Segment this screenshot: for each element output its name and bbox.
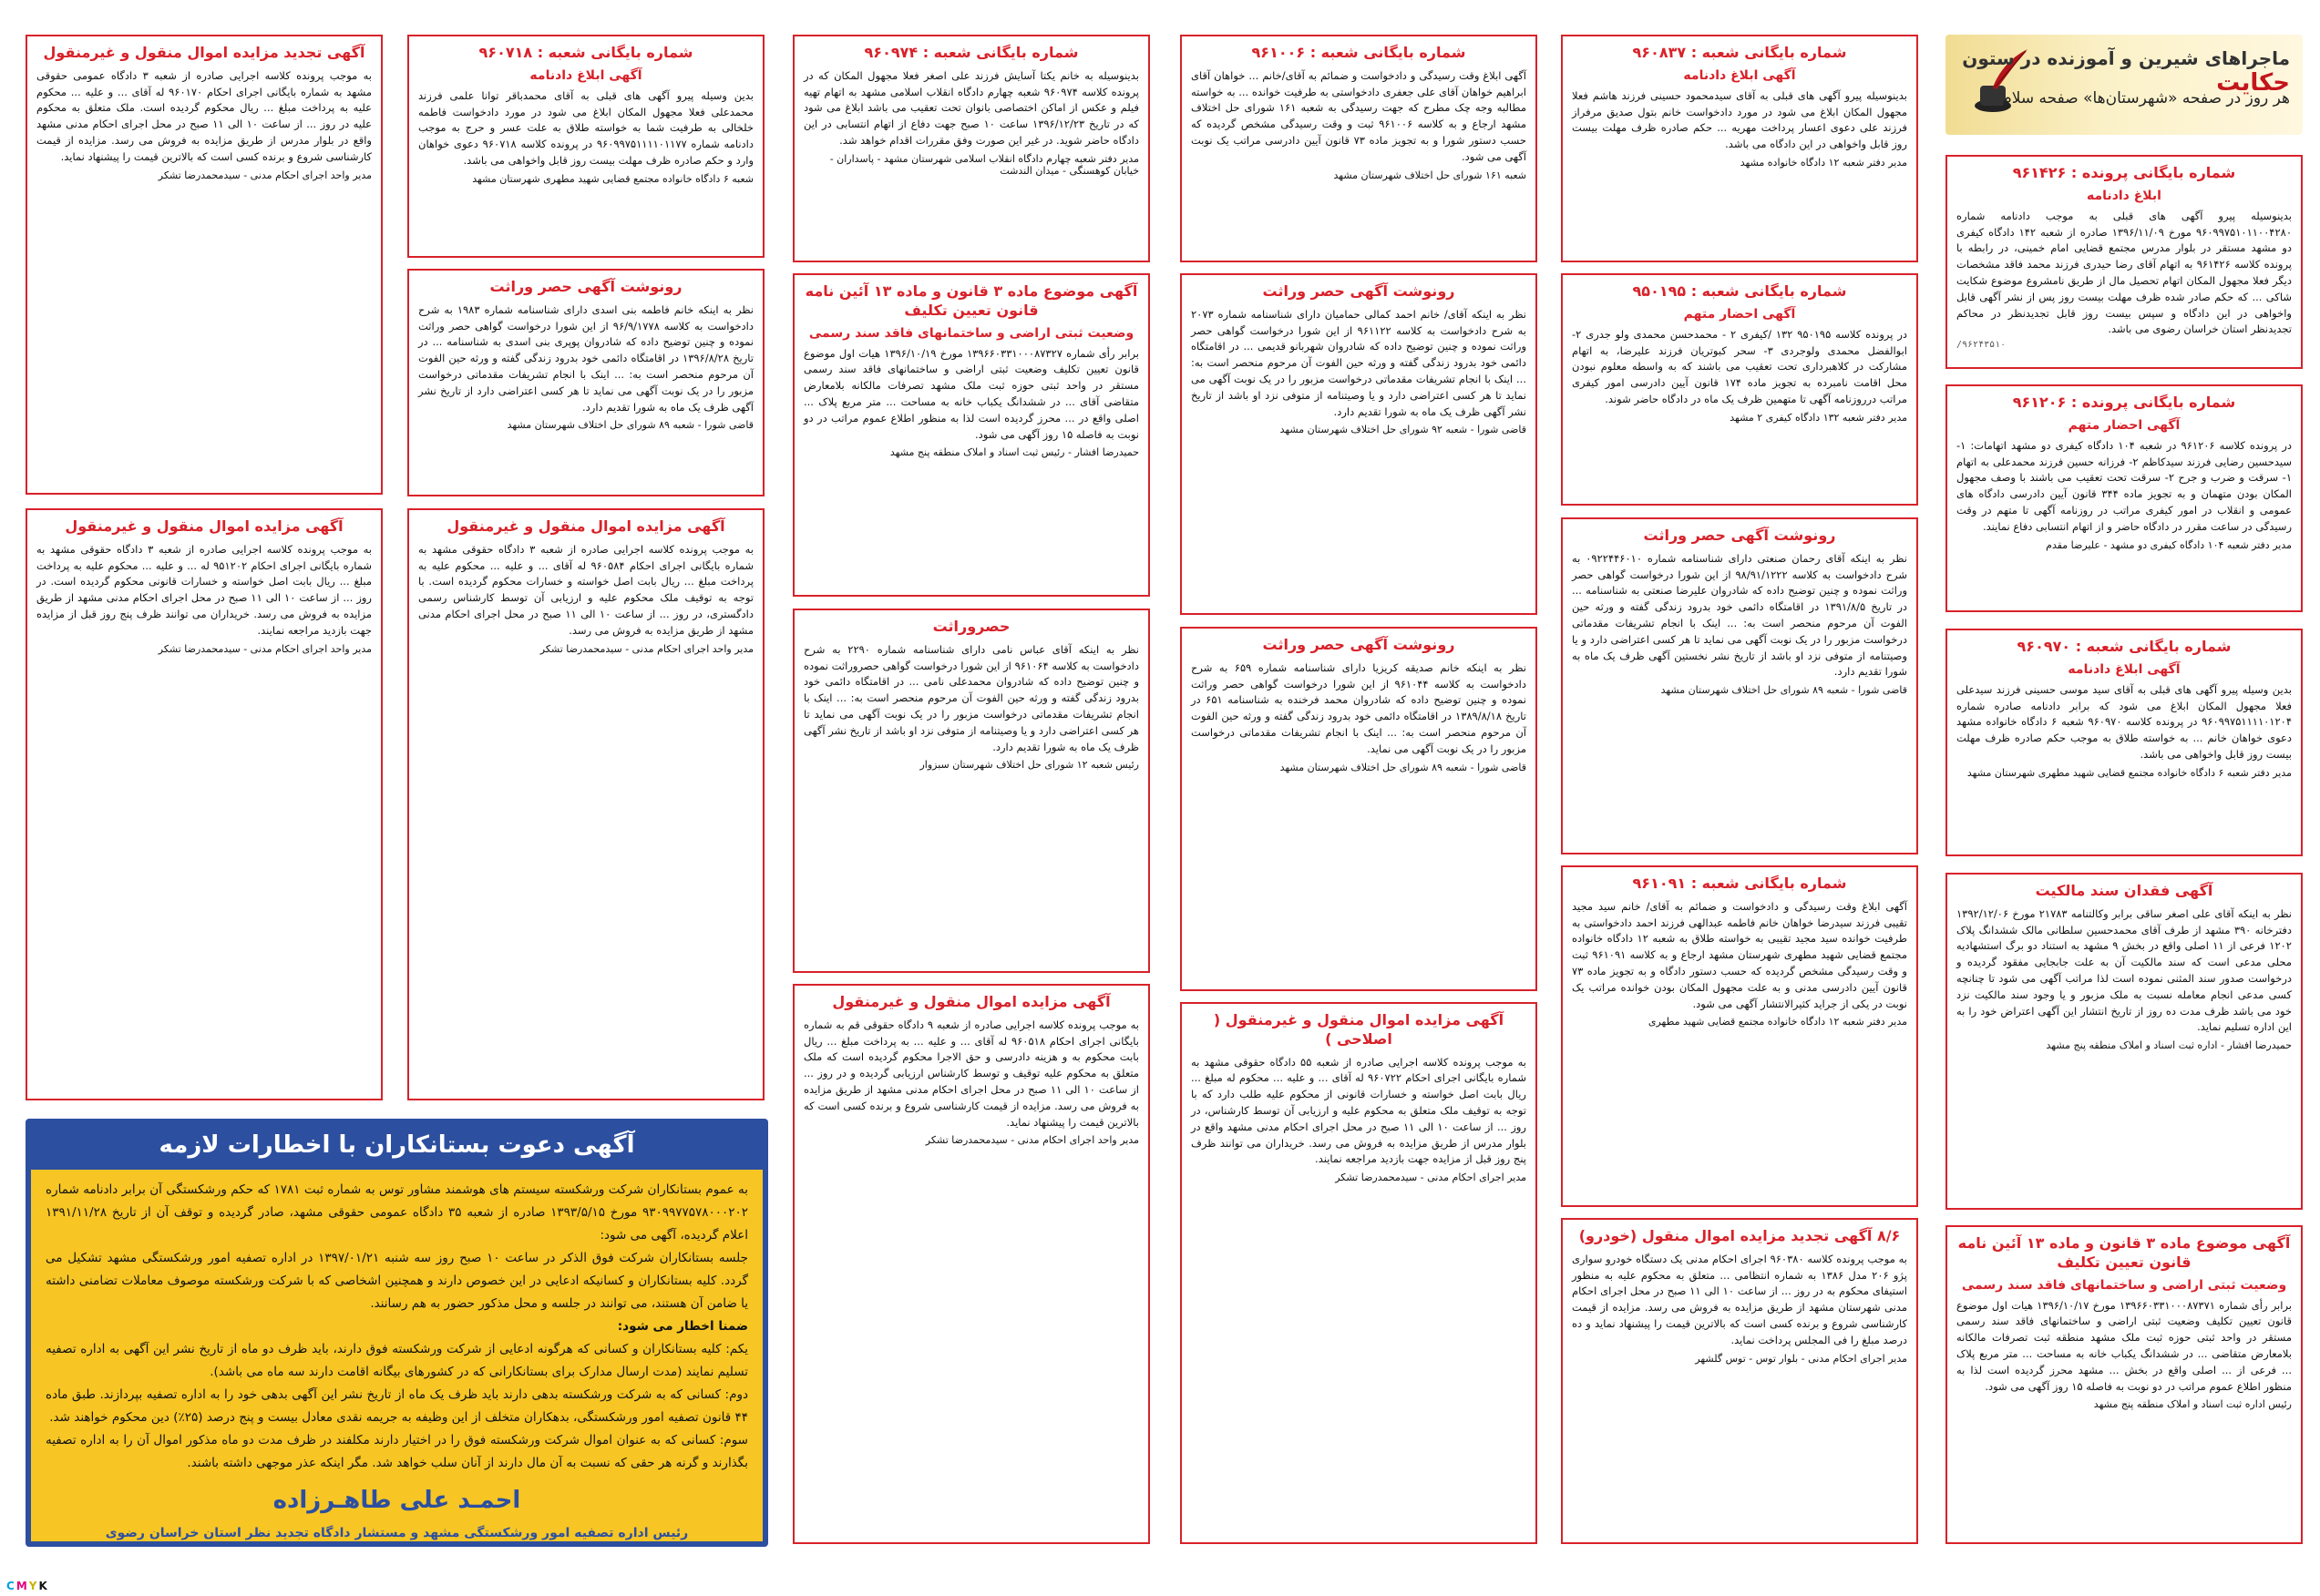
ad-subtitle: آگهی احضار متهم (1683, 306, 1796, 322)
ad-body: نظر به اینکه آقای/ خانم احمد کمالی حمامیان دارای شناسنامه شماره ۲۰۷۳ به شرح دادخواست به کلاسه ۹۶۱۱۲۲ از این شورا درخواست گواهی حصر وراثت نموده و چنین توضیح داده که شادروان شهربانو قدیمی ... در اقامتگاه دائمی خود بدرود زندگی گفته و ورثه حین الفوت آن مرحوم منحصر است به: ... اینک با انجام تشریفات مقدماتی درخواست مزبور را در یک نوبت آگهی می نماید تا هر کسی اعتراضی دارد و یا وصیتنامه از متوفی نزد او باشد از تاریخ نشر آگهی ظرف یک ماه به شورا تقدیم دارد. (1191, 307, 1526, 418)
ad-body: به موجب پرونده کلاسه اجرایی صادره از شعبه ۳ دادگاه عمومی حقوقی مشهد به شماره بایگانی اجرای احکام ۹۶۰۱۷۰ له آقای ... و علیه ... محکوم علیه به پرداخت مبلغ ... ریال محکوم گردیده است. ملک متعلق به محکوم علیه در روز ... از ساعت ۱۰ الی ۱۱ صبح در محل اجرای احکام مدنی مشهد واقع در بلوار مدرس از طریق مزایده به فروش می رسد. مزایده از قیمت کارشناسی شروع و برنده کسی است که بالاترین قیمت را پیشنهاد نماید. (36, 68, 372, 163)
ad-c1d (1945, 873, 2303, 1210)
ad-title: شماره بایگانی پرونده : ۹۶۱۲۰۶ (2012, 394, 2236, 411)
ad-body: در پرونده کلاسه ۹۶۱۲۰۶ در شعبه ۱۰۴ دادگاه کیفری دو مشهد اتهامات: ۱- سیدحسین رضایی فرزند سیدکاظم ۲- فرزانه حسین فرزند محمدعلی به اتهام ۱- سرقت و ضرب و جرح ۲- سرقت تحت تعقیب می باشند با وصف مجهول المکان بودن متهمان و به تجویز ماده ۳۴۴ قانون آیین دادرسی دادگاه های عمومی و انقلاب در امور کیفری مراتب در روزنامه آگهی تا متهم در وقت رسیدگی در ساعت مقرر در دادگاه حاضر و از اتهام انتسابی دفاع نمایند. (1956, 438, 2293, 533)
ad-title: شماره بایگانی شعبه : ۹۶۱۰۹۱ (1632, 875, 1847, 892)
ad-footer: مدیر دفتر شعبه ۱۲ دادگاه خانواده مجتمع قضایی شهید مطهری (1648, 1016, 1907, 1028)
ad-title: رونوشت آگهی حصر وراثت (1262, 636, 1455, 653)
cmyk-k: K (38, 1580, 47, 1592)
hekayat-banner (1945, 35, 2303, 135)
ad-title: شماره بایگانی شعبه : ۹۶۰۷۱۸ (478, 44, 693, 61)
ad-title: شماره بایگانی شعبه : ۹۶۰۹۷۰ (2017, 638, 2232, 655)
ad-c2c (1561, 517, 1918, 854)
notice-paragraph: یکم: کلیه بستانکاران و کسانی که هرگونه ادعایی از شرکت ورشکسته فوق دارند، باید ظرف دو ماه از تاریخ نشر این آگهی به اداره تصفیه تسلیم نمایند (مدت ارسال مدارک برای بستانکارانی که در کشورهای بیگانه اقامت دارند سه ماه می باشد). (46, 1341, 748, 1379)
ad-body: به موجب پرونده کلاسه اجرایی صادره از شعبه ۳ دادگاه حقوقی مشهد به شماره بایگانی اجرای احکام ۹۶۰۵۸۴ له آقای ... و علیه ... محکوم علیه به پرداخت مبلغ ... ریال بابت اصل خواسته و خسارات محکوم گردیده است. با توجه به توقیف ملک محکوم علیه و ارزیابی آن توسط کارشناس رسمی دادگستری، در روز ... از ساعت ۱۰ الی ۱۱ صبح در محل اجرای احکام مدنی مشهد از طریق مزایده به فروش می رسد. (418, 542, 755, 637)
ad-body: به موجب پرونده کلاسه اجرایی صادره از شعبه ۵۵ دادگاه حقوقی مشهد به شماره بایگانی اجرای احکام ۹۶۰۷۲۲ له آقای ... و علیه ... محکوم له مبلغ ... ریال بابت اصل خواسته و خسارات قانونی از محکوم علیه طلب دارد که با توجه به توقیف ملک متعلق به محکوم علیه و ارزیابی آن توسط کارشناس، در روز ... از ساعت ۱۰ الی ۱۱ صبح در محل اجرای احکام مدنی مشهد واقع در بلوار مدرس از طریق مزایده به فروش می رسد. خریداران می توانند ظرف پنج روز قبل از مزایده جهت بازدید مراجعه نمایند. (1191, 1055, 1526, 1166)
ad-title: حصروراثت (932, 618, 1011, 635)
notice-paragraph: دوم: کسانی که به شرکت ورشکسته بدهی دارند باید ظرف یک ماه از تاریخ نشر این آگهی بدهی خود را به اداره تصفیه بپردازند. طبق ماده ۴۴ قانون تصفیه امور ورشکستگی، بدهکاران متخلف از این وظیفه به جریمه نقدی معادل بیست و پنج درصد (۲۵٪) دین محکوم خواهند شد. (46, 1386, 748, 1425)
ad-subtitle: آگهی ابلاغ دادنامه (2068, 661, 2181, 677)
ad-body: برابر رأی شماره ۱۳۹۶۶۰۳۳۱۰۰۰۸۷۳۲۷ مورخ ۱۳۹۶/۱۰/۱۹ هیات اول موضوع قانون تعیین تکلیف وضعیت ثبتی اراضی و ساختمانهای فاقد سند رسمی مستقر در واحد ثبتی حوزه ثبت ملک مشهد تصرفات مالکانه بلامعارض متقاضی آقای ... در ششدانگ یکباب خانه به مساحت ... متر مربع پلاک ... اصلی واقع در ... محرز گردیده است لذا به منظور اطلاع عموم مراتب در دو نوبت به فاصله ۱۵ روز آگهی می شود. (804, 346, 1140, 441)
ad-footer: رئیس اداره ثبت اسناد و املاک منطقه پنج مشهد (2093, 1398, 2292, 1411)
ad-body: برابر رأی شماره ۱۳۹۶۶۰۳۳۱۰۰۰۸۷۳۷۱ مورخ ۱۳۹۶/۱۰/۱۷ هیات اول موضوع قانون تعیین تکلیف وضعیت ثبتی اراضی و ساختمانهای فاقد سند رسمی مستقر در واحد ثبتی حوزه ثبت ملک مشهد منطقه ثبت تصرفات مالکانه بلامعارض متقاضی ... در ششدانگ یکباب خانه به مساحت ... متر مربع پلاک ... فرعی از ... اصلی واقع در بخش ... مشهد محرز گردیده است لذا به منظور اطلاع عموم مراتب در دو نوبت به فاصله ۱۵ روز آگهی می شود. (1956, 1298, 2293, 1393)
notice-paragraph: به عموم بستانکاران شرکت ورشکسته سیستم های هوشمند مشاور توس به شماره ثبت ۱۷۸۱ که حکم ورشکستگی آن برابر دادنامه شماره ۹۳۰۹۹۷۷۵۷۸۰۰۰۲۰۲ مورخ ۱۳۹۳/۵/۱۵ صادره از شعبه ۳۵ دادگاه عمومی حقوقی مشهد، صادر گردیده و توقف آن از تاریخ ۱۳۹۱/۱۱/۲۸ اعلام گردیده، آگهی می شود: (46, 1182, 748, 1243)
ad-title: آگهی مزایده اموال منقول و غیرمنقول (447, 517, 725, 535)
ad-title: شماره بایگانی شعبه : ۹۵۰۱۹۵ (1632, 282, 1847, 300)
ad-c4a (793, 35, 1150, 262)
ad-footer: مدیر اجرای احکام مدنی - بلوار توس - توس گلشهر (1695, 1352, 1907, 1365)
ad-c5b (407, 269, 765, 496)
ad-c3b (1180, 273, 1537, 615)
ad-footer: مدیر اجرای احکام مدنی - سیدمحمدرضا تشکر (1335, 1171, 1526, 1184)
ad-title: آگهی موضوع ماده ۳ قانون و ماده ۱۳ آئین نامه قانون تعیین تکلیف (1957, 1234, 2291, 1271)
ad-c4c (793, 609, 1150, 973)
ad-c3d (1180, 1002, 1537, 1544)
ad-c5c (407, 508, 765, 1100)
ad-footer: قاضی شورا - شعبه ۸۹ شورای حل اختلاف شهرستان مشهد (507, 419, 754, 432)
notice-body (31, 1170, 763, 1555)
ad-title: شماره بایگانی شعبه : ۹۶۰۹۷۴ (864, 44, 1079, 61)
ad-subtitle: ابلاغ دادنامه (2087, 188, 2161, 203)
ad-c3c (1180, 627, 1537, 991)
ad-footer: مدیر دفتر شعبه ۱۳۲ دادگاه کیفری ۲ مشهد (1730, 411, 1907, 424)
ad-title: شماره بایگانی شعبه : ۹۶۰۸۳۷ (1632, 44, 1847, 61)
ad-body: نظر به اینکه خانم صدیقه کریزیا دارای شناسنامه شماره ۶۵۹ به شرح دادخواست به کلاسه ۹۶۱۰۴۴ از این شورا درخواست گواهی حصر وراثت نموده و چنین توضیح داده که شادروان محمد فرخنده به شناسنامه ۶۵۱ در تاریخ ۱۳۸۹/۸/۱۸ در اقامتگاه دائمی خود بدرود زندگی گفته و ورثه حین الفوت آن مرحوم منحصر است به: ... اینک با انجام تشریفات مقدماتی درخواست مزبور را در یک نوبت آگهی می نماید. (1191, 660, 1526, 755)
ad-title: آگهی تجدید مزایده اموال منقول و غیرمنقول (43, 44, 365, 61)
ad-c6a (26, 35, 383, 495)
ad-footer: مدیر واحد اجرای احکام مدنی - سیدمحمدرضا تشکر (158, 169, 372, 181)
cmyk-marks (5, 1580, 48, 1592)
ad-footer: شعبه ۶ دادگاه خانواده مجتمع قضایی شهید مطهری شهرستان مشهد (472, 172, 754, 185)
ad-subtitle: آگهی احضار متهم (2068, 417, 2181, 433)
ad-footer: رئیس شعبه ۱۲ شورای حل اختلاف شهرستان سبزوار (919, 759, 1139, 772)
ad-subtitle: وضعیت ثبتی اراضی و ساختمانهای فاقد سند رسمی (1961, 1277, 2287, 1293)
ad-title: آگهی فقدان سند مالکیت (2035, 882, 2213, 899)
ad-c4d (793, 984, 1150, 1544)
ad-footer: حمیدرضا افشار - رئیس ثبت اسناد و املاک منطقه پنج مشهد (889, 446, 1139, 459)
ad-c5a (407, 35, 765, 258)
ad-c6b (26, 508, 383, 1100)
ad-body: به موجب پرونده کلاسه اجرایی صادره از شعبه ۹ دادگاه حقوقی قم به شماره بایگانی اجرای احکام ۹۶۰۵۱۸ له آقای ... و علیه ... به پرداخت مبلغ ... ریال بابت محکوم به و هزینه دادرسی و حق الاجرا محکوم گردیده است که ملک متعلق به محکوم علیه توقیف و توسط کارشناس ارزیابی گردیده و در روز ... از ساعت ۱۰ الی ۱۱ صبح در محل اجرای احکام مدنی مشهد از طریق مزایده به فروش می رسد. مزایده از قیمت کارشناسی شروع و برنده کسی است که بالاترین قیمت را پیشنهاد نماید. (804, 1018, 1140, 1129)
ad-title: شماره بایگانی شعبه : ۹۶۱۰۰۶ (1251, 44, 1466, 61)
ad-footer: شعبه ۱۶۱ شورای حل اختلاف شهرستان مشهد (1333, 169, 1526, 181)
notice-paragraph: جلسه بستانکاران شرکت فوق الذکر در ساعت ۱۰ صبح روز سه شنبه ۱۳۹۷/۰۱/۲۱ در اداره تصفیه امور ورشکستگی مشهد تشکیل می گردد. کلیه بستانکاران و کسانیکه ادعایی در این خصوص دارند و همچنین اشخاصی که با شرکت ورشکسته موصوف معاملات تضامنی داشته یا ضامن آن هستند، می توانند در جلسه و محل مذکور حضور به هم رسانند. (46, 1250, 748, 1311)
ad-title: آگهی مزایده اموال منقول و غیرمنقول ( اصلاحی ) (1213, 1011, 1504, 1048)
cmyk-y: Y (28, 1580, 37, 1592)
ad-title: رونوشت آگهی حصر وراثت (1643, 527, 1836, 544)
ad-footer: قاضی شورا - شعبه ۹۲ شورای حل اختلاف شهرستان مشهد (1279, 424, 1526, 436)
ad-title: ۸/۶ آگهی تجدید مزایده اموال منقول (خودرو) (1578, 1227, 1901, 1244)
ad-body: بدینوسیله پیرو آگهی های قبلی به آقای سیدمحمود حسینی فرزند هاشم فعلا مجهول المکان ابلاغ می شود در مورد دادخواست خانم بتول صدیق مرفراز فرزند علی دعوی اعسار پرداخت مهریه ... حکم صادره ظرف مهلت بیست روز قابل واخواهی در این دادگاه می باشد. (1572, 88, 1907, 151)
ad-c1e (1945, 1225, 2303, 1544)
ad-footer: مدیر واحد اجرای احکام مدنی - سیدمحمدرضا تشکر (158, 642, 372, 655)
notice-signatory-role: رئیس اداره تصفیه امور ورشکستگی مشهد و مستشار دادگاه تجدید نظر استان خراسان رضوی (105, 1525, 689, 1540)
ad-body: در پرونده کلاسه ۹۵۰۱۹۵ ۱۳۲ /کیفری ۲ - محمدحسن محمدی ولو جدری ۲- ابوالفضل محمدی ولوجردی ۳- سحر کبوتریان فرزند علیرضا، به اتهام مشارکت در کلاهبرداری تحت تعقیب می باشند که به واسطه معلوم نبودن محل اقامت نامبرده به تجویز ماده ۱۷۴ قانون آیین دادرسی امور کیفری مراتب درروزنامه آگهی تا متهمین ظرف یک ماه در دادگاه حاضر شوند. (1572, 327, 1908, 406)
ad-c2d (1561, 865, 1918, 1207)
ad-footer: مدیر واحد اجرای احکام مدنی - سیدمحمدرضا تشکر (539, 642, 754, 655)
ad-c4b (793, 273, 1150, 597)
ad-body: نظر به اینکه آقای عباس نامی دارای شناسنامه شماره ۲۲۹۰ به شرح دادخواست به کلاسه ۹۶۱۰۶۴ از این شورا درخواست گواهی حصروراثت نموده و چنین توضیح داده که شادروان محمدعلی نامی ... در اقامتگاه دائمی خود بدرود زندگی گفته و ورثه حین الفوت آن مرحوم منحصر است به: ... اینک با انجام تشریفات مقدماتی درخواست مزبور را در یک نوبت آگهی می نماید تا هر کسی اعتراضی دارد و یا وصیتنامه از متوفی نزد او باشد از تاریخ نشر آگهی ظرف یک ماه به شورا تقدیم دارد. (804, 642, 1139, 753)
ad-body: نظر به اینکه خانم فاطمه بنی اسدی دارای شناسنامه شماره ۱۹۸۳ به شرح دادخواست به کلاسه ۹۶/۹/۱۷۷۸ از این شورا درخواست گواهی حصر وراثت نموده و چنین توضیح داده که شادروان پوپری بنی اسدی به شناسنامه ... در تاریخ ۱۳۹۶/۸/۲۸ در اقامتگاه دائمی خود بدرود زندگی گفته و ورثه حین الفوت آن مرحوم منحصر است به: ... اینک با انجام تشریفات مقدماتی درخواست مزبور را در یک نوبت آگهی می نماید تا هر کسی اعتراضی دارد از تاریخ نشر آگهی ظرف یک ماه به شورا تقدیم دارد. (418, 302, 754, 414)
ad-subtitle: آگهی ابلاغ دادنامه (529, 67, 642, 83)
ad-c2e (1561, 1218, 1918, 1544)
ad-title: آگهی مزایده اموال منقول و غیرمنقول (65, 517, 344, 535)
ad-footer: مدیر دفتر شعبه ۶ دادگاه خانواده مجتمع قضایی شهید مطهری شهرستان مشهد (1966, 766, 2292, 779)
notice-title: آگهی دعوت بستانکاران با اخطارات لازمه (31, 1124, 763, 1170)
ad-footer: قاضی شورا - شعبه ۸۹ شورای حل اختلاف شهرستان مشهد (1279, 761, 1526, 773)
ad-footer: قاضی شورا - شعبه ۸۹ شورای حل اختلاف شهرستان مشهد (1660, 684, 1907, 697)
ad-body: بدین وسیله پیرو آگهی های قبلی به آقای محمدباقر توانا علمی فرزند محمدعلی فعلا مجهول المکان ابلاغ می شود در مورد دادخواست فاطمه خلخالی به طرفیت شما به خواسته طلاق به علت عسر و حرج به موجب دادنامه شماره ۹۶۰۹۹۷۵۱۱۱۱۰۱۱۷۷ در پرونده کلاسه ۹۶۰۷۱۸ دعوی خواهان وارد و حکم صادره ظرف مهلت بیست روز قابل واخواهی می باشد. (418, 88, 754, 168)
ad-body: نظر به اینکه آقای علی اصغر ساقی برابر وکالتنامه ۲۱۷۸۳ مورخ ۱۳۹۲/۱۲/۰۶ دفترخانه ۳۹۰ مشهد از طرف آقای محمدحسین سلطانی مالک ششدانگ پلاک ۱۲۰۲ فرعی از ۱۱ اصلی واقع در بخش ۹ مشهد به استناد دو برگ استشهادیه محلی مدعی است که سند مالکیت آن به علت جابجایی مفقود گردیده و درخواست صدور سند المثنی نموده است لذا مراتب آگهی می شود تا چنانچه کسی مدعی انجام معامله نسبت به ملک مزبور و یا وجود سند مالکیت نزد خود می باشد ظرف مدت ده روز از تاریخ انتشار این آگهی اعتراض خود را به این اداره تسلیم نماید. (1956, 906, 2293, 1034)
ad-title: شماره بایگانی پرونده : ۹۶۱۴۲۶ (2012, 164, 2236, 181)
ad-subtitle: آگهی ابلاغ دادنامه (1683, 67, 1796, 83)
ad-body: بدینوسیله به خانم یکتا آسایش فرزند علی اصغر فعلا مجهول المکان که در پرونده کلاسه ۹۶۰۹۷۴ شعبه چهارم دادگاه انقلاب اسلامی مشهد به اتهام تهیه فیلم و عکس از اماکن اختصاصی بانوان تحت تعقیب می باشد ابلاغ می شود که در تاریخ ۱۳۹۶/۱۲/۲۳ ساعت ۱۰ صبح جهت دفاع از اتهام انتسابی در این دادگاه حاضر شوید. در غیر این صورت وفق مقررات اقدام خواهد شد. (804, 68, 1139, 148)
banner-subtitle: هر روز در صفحه «شهرستان‌ها» صفحه سلام (2002, 89, 2290, 107)
cmyk-c: C (6, 1580, 15, 1592)
ad-c2a (1561, 35, 1918, 262)
ad-c3a (1180, 35, 1537, 262)
ad-footer: مدیر دفتر شعبه چهارم دادگاه انقلاب اسلامی شهرستان مشهد - پاسداران - خیابان کوهسنگی - میدان الندشت (829, 152, 1139, 177)
ad-body: به موجب پرونده کلاسه ۹۶۰۳۸۰ اجرای احکام مدنی یک دستگاه خودرو سواری پژو ۲۰۶ مدل ۱۳۸۶ به شماره انتظامی ... متعلق به محکوم علیه به منظور استیفای محکوم به در روز ... از ساعت ۱۰ الی ۱۱ صبح در محل اجرای احکام مدنی شهرستان مشهد از طریق مزایده به فروش می رسد. مزایده از قیمت کارشناسی شروع و برنده کسی است که بالاترین قیمت را پیشنهاد نماید و ده درصد مبلغ را فی المجلس پرداخت نماید. (1572, 1252, 1907, 1346)
ad-subtitle: وضعیت ثبتی اراضی و ساختمانهای فاقد سند رسمی (808, 325, 1134, 341)
ad-title: رونوشت آگهی حصر وراثت (1262, 282, 1455, 300)
cmyk-m: M (15, 1580, 27, 1592)
notice-paragraph: سوم: کسانی که به عنوان اموال شرکت ورشکسته فوق را در اختیار دارند مکلفند در ظرف مدت دو ماه مذکور اموال آن را به اداره تصفیه بگذارند و گرنه هر حقی که نسبت به آن مال دارند از آنان سلب خواهد شد. مگر اینکه عذر موجهی داشته باشند. (46, 1432, 748, 1470)
ad-body: نظر به اینکه آقای رحمان صنعتی دارای شناسنامه شماره ۰۹۲۲۴۴۶۰۱۰ به شرح دادخواست به کلاسه ۹۸/۹۱/۱۲۲۲ از این شورا درخواست گواهی حصر وراثت نموده و چنین توضیح داده که شادروان علیرضا صنعتی به شناسنامه ... در تاریخ ۱۳۹۱/۸/۵ در اقامتگاه دائمی خود بدرود زندگی گفته و ورثه حین الفوت آن مرحوم منحصر است به: ... اینک با انجام تشریفات مقدماتی درخواست مزبور را در یک نوبت آگهی می نماید تا هر کسی اعتراضی دارد و یا وصیتنامه از متوفی نزد او باشد از تاریخ نشر نخستین آگهی ظرف یک ماه به شورا تقدیم دارد. (1572, 551, 1907, 679)
ad-footer: مدیر دفتر شعبه ۱۰۴ دادگاه کیفری دو مشهد - علیرضا مقدم (2046, 538, 2292, 551)
ad-title: رونوشت آگهی حصر وراثت (489, 278, 683, 295)
ad-footer: مدیر واحد اجرای احکام مدنی - سیدمحمدرضا تشکر (925, 1134, 1139, 1147)
notice-heading: ضمنا اخطار می شود: (617, 1318, 748, 1334)
banner-title: ماجراهای شیرین و آموزنده در ستون حکایت (1962, 47, 2290, 97)
ad-c2b (1561, 273, 1918, 506)
ad-title: آگهی مزایده اموال منقول و غیرمنقول (832, 993, 1111, 1010)
ad-title: آگهی موضوع ماده ۳ قانون و ماده ۱۳ آئین نامه قانون تعیین تکلیف (805, 282, 1138, 319)
ad-footer: مدیر دفتر شعبه ۱۲ دادگاه خانواده مشهد (1740, 157, 1907, 169)
creditors-notice (26, 1119, 768, 1547)
ad-c1c (1945, 629, 2303, 856)
notice-signatory: احمـد علی طاهـرزاده (272, 1486, 521, 1514)
ad-footer: حمیدرضا افشار - اداره ثبت اسناد و املاک منطقه پنج مشهد (2046, 1039, 2292, 1052)
ad-body: آگهی ابلاغ وقت رسیدگی و دادخواست و ضمائم به آقای/ خانم سید مجید تقیبی فرزند سیدرضا خواهان خانم فاطمه عبدالهی فرزند احمد دادخواستی به طرفیت خوانده سید مجید تقیبی به خواسته طلاق به شعبه ۱۲ دادگاه خانواده مجتمع قضایی شهید مطهری شهرستان مشهد ارجاع و به کلاسه ۹۶۱۰۹۱ ثبت و وقت رسیدگی مشخص گردیده که حسب دستور دادگاه و به تجویز ماده ۷۳ قانون آیین دادرسی مدنی و به علت مجهول المکان بودن خوانده مراتب یک نوبت در یکی از جراید کثیرالانتشار آگهی می شود. (1572, 899, 1907, 1010)
ad-body: آگهی ابلاغ وقت رسیدگی و دادخواست و ضمائم به آقای/خانم ... خواهان آقای ابراهیم خواهان آقای علی جعفری دادخواستی به طرفیت خوانده ... به خواسته مطالبه وجه چک مطرح که جهت رسیدگی به شعبه ۱۶۱ شورای حل اختلاف مشهد ارجاع و به کلاسه ۹۶۱۰۰۶ ثبت و وقت رسیدگی مشخص گردیده که حسب دستور شورا و به تجویز ماده ۷۳ قانون آیین دادرسی مراتب یک نوبت آگهی می شود. (1191, 68, 1527, 163)
ad-code: /۹۶۲۴۳۵۱۰ (1956, 340, 2007, 351)
ad-c1b (1945, 384, 2303, 612)
ad-body: به موجب پرونده کلاسه اجرایی صادره از شعبه ۳ دادگاه حقوقی مشهد به شماره بایگانی اجرای احکام ۹۵۱۲۰۲ له ... و علیه ... محکوم علیه به پرداخت مبلغ ... ریال بابت اصل خواسته و خسارات قانونی محکوم گردیده است. در روز ... از ساعت ۱۰ الی ۱۱ صبح در محل اجرای احکام مدنی مشهد از طریق مزایده به فروش می رسد. خریداران می توانند ظرف پنج روز قبل از مزایده جهت بازدید مراجعه نمایند. (36, 542, 373, 637)
ad-c1a (1945, 155, 2303, 369)
ad-body: بدین وسیله پیرو آگهی های قبلی به آقای سید موسی حسینی فرزند سیدعلی فعلا مجهول المکان ابلاغ می شود که برابر دادنامه صادره شماره ۹۶۰۹۹۷۵۱۱۱۱۰۱۲۰۴ در پرونده کلاسه ۹۶۰۹۷۰ شعبه ۶ دادگاه خانواده مشهد دعوی خواهان خانم ... به خواسته طلاق به موجب حکم صادره ظرف مهلت بیست روز قابل واخواهی می باشد. (1956, 682, 2292, 762)
ad-body: بدینوسیله پیرو آگهی های قبلی به موجب دادنامه شماره ۹۶۰۹۹۷۵۱۰۱۱۰۰۴۲۸۰ مورخ ۱۳۹۶/۱۱/۰۹ صادره از شعبه ۱۴۲ دادگاه کیفری دو مشهد مستقر در بلوار مدرس مجتمع قضایی امام خمینی، در رابطه با پرونده کلاسه ۹۶۱۴۲۶ به اتهام آقای رضا حیدری فرزند محمد فاقد مشخصات دیگر فعلا مجهول المکان اتهام تحصیل مال از طریق نامشروع موضوع شکایت شاکی ... که حکم صادر شده ظرف مهلت بیست روز پس از نشر آگهی قابل واخواهی در این دادگاه و سپس بیست روز قابل تجدیدنظر در محاکم تجدیدنظر استان خراسان رضوی می باشد. (1956, 209, 2293, 336)
